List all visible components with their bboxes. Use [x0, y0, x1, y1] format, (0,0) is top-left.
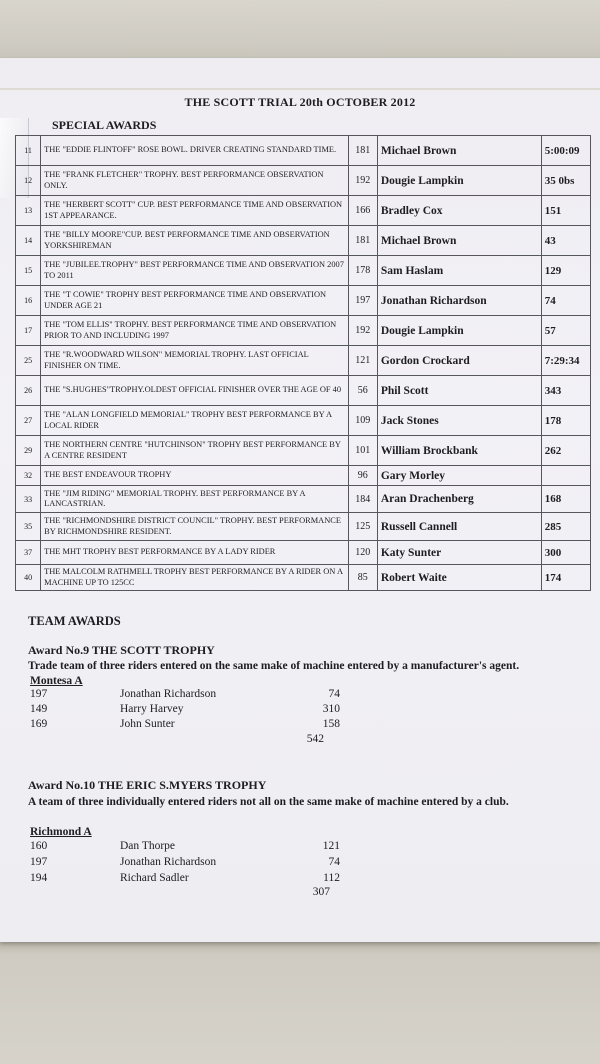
- rider-number: 125: [348, 513, 377, 541]
- table-row: [16, 196, 591, 226]
- rider-name: Michael Brown: [377, 226, 541, 256]
- paper-fold: [0, 88, 600, 90]
- team-rider-number: 169: [30, 718, 48, 730]
- rider-name: Gordon Crockard: [377, 346, 541, 376]
- award-result: 168: [541, 486, 590, 513]
- team-rider-row: [30, 718, 340, 733]
- team-rider-row: [30, 703, 340, 718]
- team-rider-row: [30, 856, 340, 871]
- table-surface-bottom: [0, 940, 600, 1064]
- table-row: [16, 316, 591, 346]
- team-total: 542: [306, 733, 324, 745]
- team-rider-score: 74: [328, 856, 340, 868]
- table-row: [16, 166, 591, 196]
- team-rider-name: John Sunter: [120, 718, 175, 730]
- team-rider-number: 197: [30, 856, 48, 868]
- team-rider-name: Harry Harvey: [120, 703, 184, 715]
- rider-name: Aran Drachenberg: [377, 486, 541, 513]
- rider-name: Bradley Cox: [377, 196, 541, 226]
- rider-number: 192: [348, 166, 377, 196]
- rider-name: Gary Morley: [377, 466, 541, 486]
- rider-name: Russell Cannell: [377, 513, 541, 541]
- award-description: THE "JIM RIDING" MEMORIAL TROPHY. BEST PERFORMANCE BY A LANCASTRIAN.: [41, 486, 349, 513]
- award-number: 35: [16, 513, 41, 541]
- table-row: [16, 346, 591, 376]
- team-rider-row: [30, 872, 340, 887]
- table-row: [16, 406, 591, 436]
- award-description: THE "ALAN LONGFIELD MEMORIAL" TROPHY BEST PERFORMANCE BY A LOCAL RIDER: [41, 406, 349, 436]
- team-rider-row: [30, 840, 340, 855]
- team-rider-score: 310: [322, 703, 340, 715]
- award-description: THE "S.HUGHES"TROPHY.OLDEST OFFICIAL FINISHER OVER THE AGE OF 40: [41, 376, 349, 406]
- award-10-title: Award No.10 THE ERIC S.MYERS TROPHY: [28, 778, 267, 792]
- award-result: 43: [541, 226, 590, 256]
- team-name-montesa-a: Montesa A: [30, 675, 83, 687]
- award-description: THE "FRANK FLETCHER" TROPHY. BEST PERFORMANCE OBSERVATION ONLY.: [41, 166, 349, 196]
- rider-number: 178: [348, 256, 377, 286]
- rider-name: Jonathan Richardson: [377, 286, 541, 316]
- award-number: 33: [16, 486, 41, 513]
- team-rider-score: 74: [328, 688, 340, 700]
- rider-number: 96: [348, 466, 377, 486]
- award-result: 35 0bs: [541, 166, 590, 196]
- team-rider-name: Jonathan Richardson: [120, 856, 217, 868]
- team-awards-heading: TEAM AWARDS: [28, 614, 121, 628]
- award-9-title: Award No.9 THE SCOTT TROPHY: [28, 643, 215, 657]
- table-row: [16, 486, 591, 513]
- award-result: 178: [541, 406, 590, 436]
- team-rider-score: 112: [323, 872, 340, 884]
- team-rider-name: Richard Sadler: [120, 872, 189, 884]
- award-number: 27: [16, 406, 41, 436]
- award-result: 151: [541, 196, 590, 226]
- award-result: 57: [541, 316, 590, 346]
- team-rider-score: 121: [322, 840, 340, 852]
- table-row: [16, 436, 591, 466]
- rider-number: 181: [348, 136, 377, 166]
- award-description: THE "T COWIE" TROPHY BEST PERFORMANCE TIME AND OBSERVATION UNDER AGE 21: [41, 286, 349, 316]
- award-description: THE NORTHERN CENTRE "HUTCHINSON" TROPHY BEST PERFORMANCE BY A CENTRE RESIDENT: [41, 436, 349, 466]
- special-awards-heading: SPECIAL AWARDS: [52, 118, 157, 132]
- team-rider-name: Jonathan Richardson: [120, 688, 217, 700]
- table-row: [16, 226, 591, 256]
- rider-number: 197: [348, 286, 377, 316]
- document-title: THE SCOTT TRIAL 20th OCTOBER 2012: [184, 95, 416, 109]
- table-row: [16, 466, 591, 486]
- award-number: 40: [16, 565, 41, 591]
- rider-name: Dougie Lampkin: [377, 316, 541, 346]
- team-rider-name: Dan Thorpe: [120, 840, 176, 852]
- award-result: 262: [541, 436, 590, 466]
- special-awards-table: [15, 135, 591, 591]
- award-description: THE "JUBILEE.TROPHY" BEST PERFORMANCE TIME AND OBSERVATION 2007 TO 2011: [41, 256, 349, 286]
- award-10-description: A team of three individually entered riders not all on the same make of machine entered by a club.: [28, 796, 509, 808]
- table-row: [16, 256, 591, 286]
- team-rider-number: 197: [30, 688, 48, 700]
- award-result: 7:29:34: [541, 346, 590, 376]
- award-number: 11: [16, 136, 41, 166]
- award-description: THE "BILLY MOORE"CUP. BEST PERFORMANCE TIME AND OBSERVATION YORKSHIREMAN: [41, 226, 349, 256]
- rider-number: 192: [348, 316, 377, 346]
- award-result: 343: [541, 376, 590, 406]
- award-result: 285: [541, 513, 590, 541]
- award-result: 74: [541, 286, 590, 316]
- rider-number: 184: [348, 486, 377, 513]
- award-description: THE MHT TROPHY BEST PERFORMANCE BY A LADY RIDER: [41, 541, 349, 565]
- rider-name: Dougie Lampkin: [377, 166, 541, 196]
- award-number: 16: [16, 286, 41, 316]
- award-description: THE BEST ENDEAVOUR TROPHY: [41, 466, 349, 486]
- rider-name: Robert Waite: [377, 565, 541, 591]
- table-row: [16, 286, 591, 316]
- table-row: [16, 136, 591, 166]
- table-row: [16, 513, 591, 541]
- award-9-description: Trade team of three riders entered on the same make of machine entered by a manufacturer's agent.: [28, 660, 520, 672]
- team-rider-number: 194: [30, 872, 48, 884]
- award-description: THE "HERBERT SCOTT" CUP. BEST PERFORMANCE TIME AND OBSERVATION 1ST APPEARANCE.: [41, 196, 349, 226]
- award-result: 5:00:09: [541, 136, 590, 166]
- rider-name: Michael Brown: [377, 136, 541, 166]
- table-row: [16, 541, 591, 565]
- award-result: 174: [541, 565, 590, 591]
- award-number: 12: [16, 166, 41, 196]
- team-name-richmond-a: Richmond A: [30, 826, 92, 838]
- award-description: THE "R.WOODWARD WILSON" MEMORIAL TROPHY. LAST OFFICIAL FINISHER ON TIME.: [41, 346, 349, 376]
- rider-name: Sam Haslam: [377, 256, 541, 286]
- award-number: 17: [16, 316, 41, 346]
- award-number: 13: [16, 196, 41, 226]
- award-number: 32: [16, 466, 41, 486]
- award-number: 29: [16, 436, 41, 466]
- rider-number: 85: [348, 565, 377, 591]
- rider-number: 120: [348, 541, 377, 565]
- rider-name: Phil Scott: [377, 376, 541, 406]
- award-number: 25: [16, 346, 41, 376]
- award-number: 37: [16, 541, 41, 565]
- rider-number: 181: [348, 226, 377, 256]
- rider-name: Katy Sunter: [377, 541, 541, 565]
- award-result: 300: [541, 541, 590, 565]
- rider-name: William Brockbank: [377, 436, 541, 466]
- rider-name: Jack Stones: [377, 406, 541, 436]
- rider-number: 109: [348, 406, 377, 436]
- award-result: [541, 466, 590, 486]
- team-total: 307: [312, 886, 330, 898]
- rider-number: 166: [348, 196, 377, 226]
- table-row: [16, 565, 591, 591]
- rider-number: 101: [348, 436, 377, 466]
- rider-number: 56: [348, 376, 377, 406]
- award-description: THE MALCOLM RATHMELL TROPHY BEST PERFORMANCE BY A RIDER ON A MACHINE UP TO 125CC: [41, 565, 349, 591]
- team-rider-row: [30, 688, 340, 703]
- table-row: [16, 376, 591, 406]
- award-description: THE "RICHMONDSHIRE DISTRICT COUNCIL" TROPHY. BEST PERFORMANCE BY RICHMONDSHIRE RESIDENT.: [41, 513, 349, 541]
- rider-number: 121: [348, 346, 377, 376]
- team-rider-number: 160: [30, 840, 48, 852]
- team-rider-score: 158: [322, 718, 340, 730]
- award-description: THE "TOM ELLIS" TROPHY. BEST PERFORMANCE TIME AND OBSERVATION PRIOR TO AND INCLUDING 1997: [41, 316, 349, 346]
- award-description: THE "EDDIE FLINTOFF" ROSE BOWL. DRIVER CREATING STANDARD TIME.: [41, 136, 349, 166]
- award-number: 15: [16, 256, 41, 286]
- award-result: 129: [541, 256, 590, 286]
- team-rider-number: 149: [30, 703, 48, 715]
- award-number: 14: [16, 226, 41, 256]
- award-number: 26: [16, 376, 41, 406]
